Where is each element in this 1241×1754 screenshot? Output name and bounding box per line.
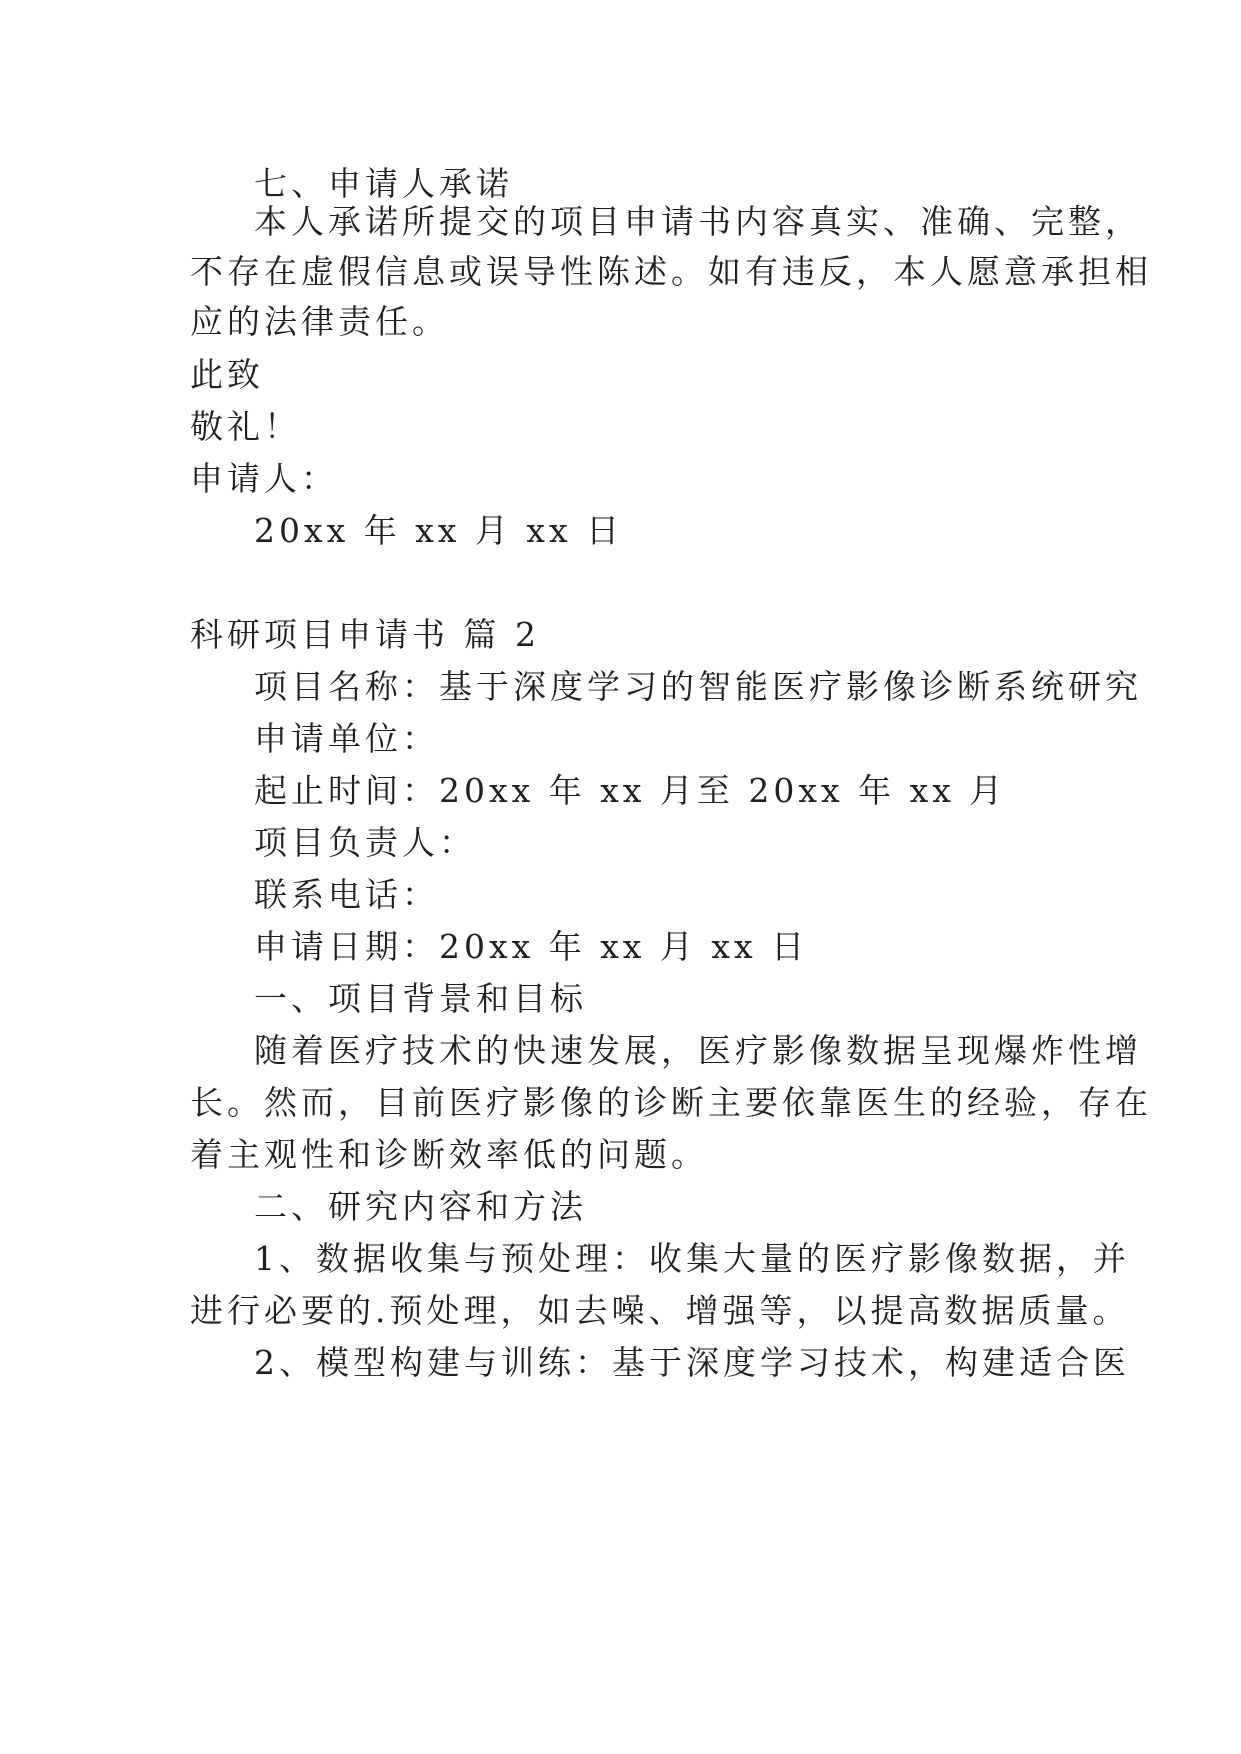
pledge-line-2: 不存在虚假信息或误导性陈述。如有违反，本人愿意承担相 xyxy=(190,252,1152,291)
method-item-1-line-1: 1、数据收集与预处理：收集大量的医疗影像数据，并 xyxy=(254,1239,1130,1278)
applicant-label: 申请人： xyxy=(190,459,338,498)
applicant-unit: 申请单位： xyxy=(254,719,439,758)
section-heading-pledge: 七、申请人承诺 xyxy=(254,164,513,203)
project-leader: 项目负责人： xyxy=(254,823,476,862)
background-line-1: 随着医疗技术的快速发展，医疗影像数据呈现爆炸性增 xyxy=(254,1031,1142,1070)
project-name: 项目名称：基于深度学习的智能医疗影像诊断系统研究 xyxy=(254,667,1142,706)
project-period: 起止时间：20xx 年 xx 月至 20xx 年 xx 月 xyxy=(254,771,1007,810)
method-item-1-line-2: 进行必要的.预处理，如去噪、增强等，以提高数据质量。 xyxy=(190,1291,1130,1330)
section-heading-background: 一、项目背景和目标 xyxy=(254,979,587,1018)
background-line-2: 长。然而，目前医疗影像的诊断主要依靠医生的经验，存在 xyxy=(190,1083,1152,1122)
closing-line-1: 此致 xyxy=(190,355,264,394)
section-heading-methods: 二、研究内容和方法 xyxy=(254,1187,587,1226)
pledge-line-3: 应的法律责任。 xyxy=(190,302,449,341)
background-line-3: 着主观性和诊断效率低的问题。 xyxy=(190,1135,708,1174)
document-title: 科研项目申请书 篇 2 xyxy=(190,615,540,654)
closing-line-2: 敬礼！ xyxy=(190,407,301,446)
pledge-line-1: 本人承诺所提交的项目申请书内容真实、准确、完整， xyxy=(254,202,1142,241)
pledge-date: 20xx 年 xx 月 xx 日 xyxy=(254,511,624,550)
apply-date: 申请日期：20xx 年 xx 月 xx 日 xyxy=(254,927,809,966)
method-item-2-line-1: 2、模型构建与训练：基于深度学习技术，构建适合医 xyxy=(254,1343,1130,1382)
contact-phone: 联系电话： xyxy=(254,875,439,914)
